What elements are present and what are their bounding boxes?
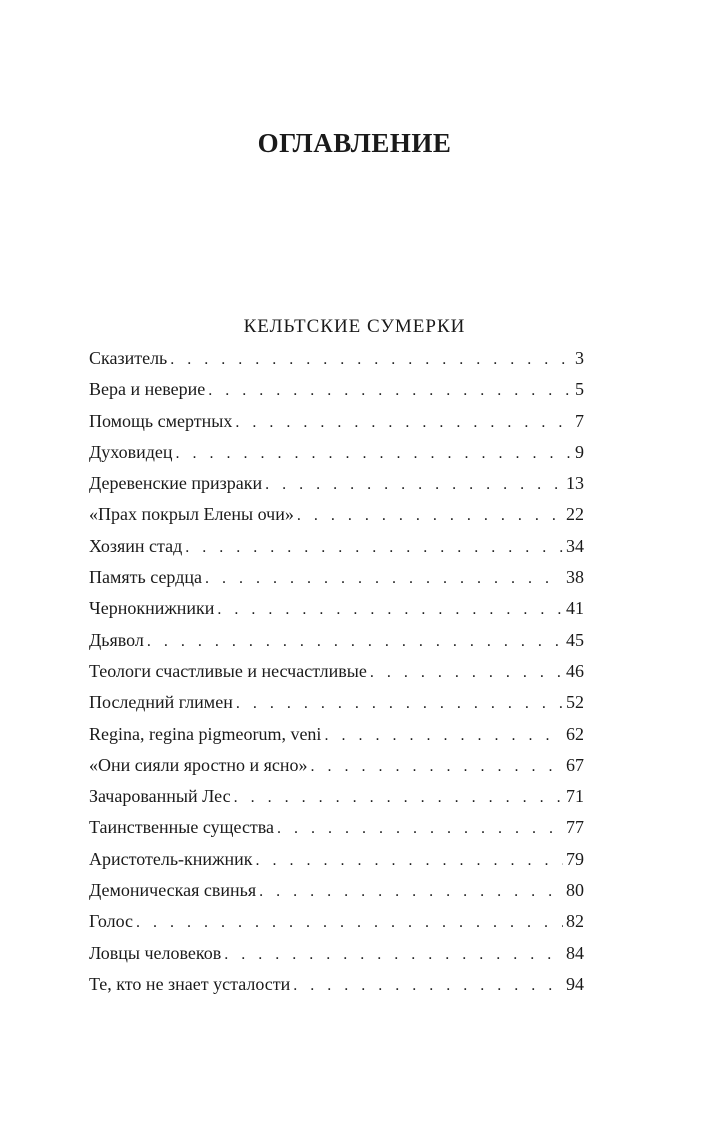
- toc-entry[interactable]: [89, 468, 584, 499]
- toc-entry-page: 52: [566, 692, 584, 713]
- toc-entry-title: Сказитель: [89, 348, 168, 368]
- toc-dot-leader: [297, 500, 563, 530]
- toc-entry-page: 80: [566, 880, 584, 901]
- toc-dot-leader: [235, 407, 572, 437]
- toc-dot-leader: [236, 688, 563, 718]
- toc-entry-title: Духовидец: [89, 441, 173, 462]
- toc-entry-page: 41: [566, 598, 584, 619]
- toc-dot-leader: [208, 375, 572, 405]
- toc-dot-leader: [224, 939, 563, 969]
- toc-entry-title: «Прах покрыл Елены очи»: [89, 504, 294, 525]
- toc-entry[interactable]: [89, 812, 584, 843]
- toc-dot-leader: [293, 970, 563, 1000]
- toc-entry-title: Ловцы человеков: [89, 942, 222, 963]
- toc-entry[interactable]: [89, 343, 584, 374]
- toc-entry-page: 62: [566, 723, 584, 744]
- toc-entry-page: 45: [566, 629, 584, 650]
- toc-dot-leader: [370, 657, 563, 687]
- toc-dot-leader: [324, 720, 563, 750]
- toc-entry[interactable]: [89, 969, 584, 1000]
- toc-entry[interactable]: [89, 687, 584, 718]
- toc-dot-leader: [205, 563, 563, 593]
- toc-entry[interactable]: [89, 875, 584, 906]
- toc-entry-title: Regina, regina pigmeorum, veni: [89, 723, 322, 744]
- toc-entry-title: Зачарованный Лес: [89, 786, 231, 807]
- toc-dot-leader: [259, 876, 563, 906]
- toc-entry-title: «Они сияли яростно и ясно»: [89, 754, 308, 775]
- toc-entry-page: 5: [575, 379, 584, 400]
- toc-entry-title: Те, кто не знает усталости: [89, 973, 291, 994]
- toc-entry-title: Помощь смертных: [89, 410, 233, 431]
- toc-entry-title: Деревенские призраки: [89, 473, 263, 494]
- toc-entry-title: Последний глимен: [89, 692, 233, 713]
- toc-entry-title: Таинственные существа: [89, 817, 275, 838]
- toc-entry[interactable]: [89, 562, 584, 593]
- toc-entry-page: 77: [566, 817, 584, 838]
- toc-entry-title: Память сердца: [89, 567, 202, 588]
- toc-entry-title: Хозяин стад: [89, 535, 183, 556]
- toc-entry-title: Демоническая свинья: [89, 880, 257, 901]
- toc-dot-leader: [217, 594, 563, 624]
- toc-dot-leader: [234, 782, 563, 812]
- toc-dot-leader: [311, 751, 563, 781]
- toc-dot-leader: [147, 626, 563, 656]
- toc-entry-title: Дьявол: [89, 629, 144, 650]
- page-title: ОГЛАВЛЕНИЕ: [257, 128, 452, 158]
- toc-entry[interactable]: [89, 593, 584, 624]
- toc-dot-leader: [185, 532, 563, 562]
- toc-entry-page: 94: [566, 973, 584, 994]
- toc-entry[interactable]: [89, 750, 584, 781]
- toc-entry-page: 7: [575, 410, 584, 431]
- toc-dot-leader: [136, 907, 563, 937]
- toc-dot-leader: [277, 813, 563, 843]
- toc-entry[interactable]: [89, 625, 584, 656]
- toc-dot-leader: [265, 469, 563, 499]
- toc-entry-page: 38: [566, 567, 584, 588]
- toc-entry-page: 9: [575, 441, 584, 462]
- toc-entry[interactable]: [89, 656, 584, 687]
- toc-entry-page: 84: [566, 942, 584, 963]
- toc-entry-page: 13: [566, 473, 584, 494]
- toc-entry[interactable]: [89, 531, 584, 562]
- toc-entry-page: 22: [566, 504, 584, 525]
- toc-entry[interactable]: [89, 719, 584, 750]
- toc-dot-leader: [170, 344, 572, 374]
- toc-entry-title: Чернокнижники: [89, 598, 215, 619]
- toc-dot-leader: [176, 438, 572, 468]
- toc-entry[interactable]: [89, 406, 584, 437]
- toc-entry-page: 79: [566, 848, 584, 869]
- toc-entry[interactable]: [89, 499, 584, 530]
- toc-entry-page: 67: [566, 754, 584, 775]
- toc-entry-title: Вера и неверие: [89, 379, 206, 400]
- toc-entry[interactable]: [89, 844, 584, 875]
- toc-entry[interactable]: [89, 374, 584, 405]
- toc-entry[interactable]: [89, 781, 584, 812]
- toc-entry-page: 46: [566, 660, 584, 681]
- toc-entry-page: 3: [575, 348, 584, 368]
- toc-entry-title: Аристотель-книжник: [89, 848, 253, 869]
- toc-entry-page: 82: [566, 911, 584, 932]
- toc-entry-title: Теологи счастливые и несчастливые: [89, 660, 367, 681]
- toc-entry[interactable]: [89, 938, 584, 969]
- table-of-contents: [89, 343, 584, 1000]
- toc-entry[interactable]: [89, 906, 584, 937]
- section-title: КЕЛЬТСКИЕ СУМЕРКИ: [243, 316, 466, 337]
- toc-entry-page: 34: [566, 535, 584, 556]
- toc-dot-leader: [256, 845, 563, 875]
- toc-entry-page: 71: [566, 786, 584, 807]
- toc-entry[interactable]: [89, 437, 584, 468]
- toc-entry-title: Голос: [89, 911, 134, 932]
